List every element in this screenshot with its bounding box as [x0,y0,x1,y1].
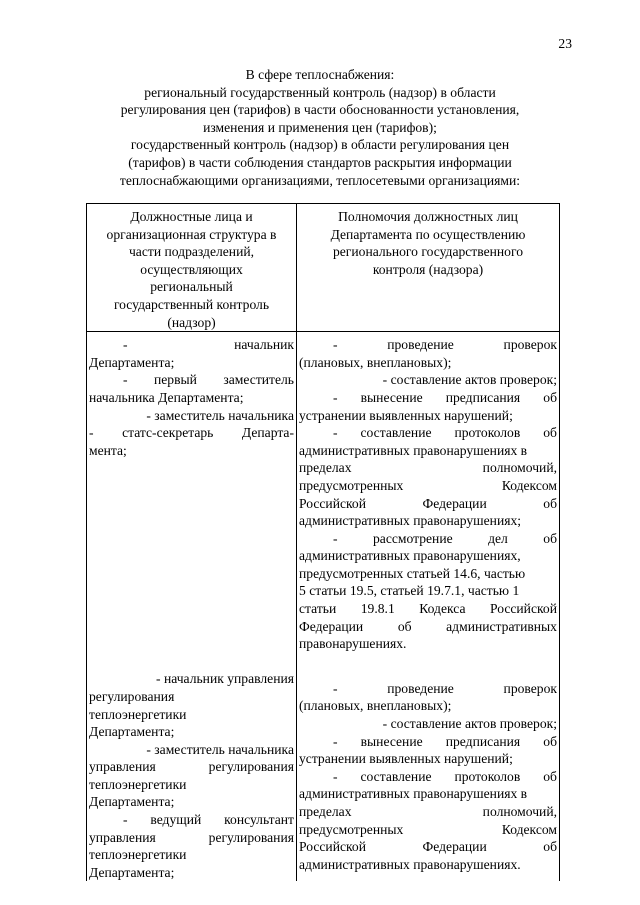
header-right-cell [297,204,560,332]
header-left-line: (надзор) [167,314,216,330]
header-left-line: Должностные лица и [130,209,253,224]
officials-cell [87,332,297,882]
header-left-line: организационная структура в [106,226,277,242]
text-line: - проведение проверок [333,337,557,353]
powers-table [86,203,560,881]
text-line: пределах полномочий, [299,804,557,819]
text-line: Департамента; [89,794,175,810]
text-line: предусмотренных статьей 14.6, частью [299,565,526,581]
heading-line: регулирования цен (тарифов) в части обоснованности установления, [120,102,520,118]
text-line: - проведение проверок [333,680,557,696]
text-line: - заместитель начальника [146,741,294,757]
text-line: - заместитель начальника [146,407,294,423]
text-line: (плановых, внеплановых); [299,354,452,370]
text-line: - начальник [123,337,294,353]
text-line: предусмотренных Кодексом [299,477,557,493]
text-line: административных правонарушениях, [299,548,521,564]
text-line: теплоэнергетики [89,847,187,863]
text-line: административных правонарушениях в [299,442,528,458]
heading-line: теплоснабжающими организациями, теплосетевыми организациями: [119,172,521,188]
heading-line: (тарифов) в части соблюдения стандартов раскрытия информации [128,154,512,170]
text-line: 5 статьи 19.5, статьей 19.7.1, частью 1 [299,583,520,599]
text-line: Департамента; [89,724,175,740]
table-header-row [87,204,560,332]
text-line: административных правонарушениях в [299,786,528,802]
text-line: - первый заместитель [123,372,294,388]
text-line: - составление актов проверок; [382,372,557,388]
text-line: - начальник управления [156,671,294,687]
heading-line: В сфере теплоснабжения: [245,67,395,82]
text-line: начальника Департамента; [89,389,244,405]
table-row [87,332,560,882]
text-line: Российской Федерации об [299,839,557,855]
text-line: теплоэнергетики [89,706,187,722]
header-right-line: Полномочия должностных лиц [338,209,518,224]
text-line: - составление протоколов об [333,425,557,441]
header-left-line: осуществляющих [140,261,243,277]
header-left-line: части подразделений, [128,244,255,260]
powers-cell [297,332,560,882]
header-right-line: регионального государственного [332,244,524,260]
page-number: 23 [558,36,572,51]
text-line: (плановых, внеплановых); [299,698,452,714]
heading-line: государственный контроль (надзор) в области регулирования цен [130,137,510,153]
header-left-cell [87,204,297,332]
header-right-line: Департамента по осуществлению [330,226,526,242]
text-line: мента; [89,442,127,458]
text-line: устранении выявленных нарушений; [299,751,513,767]
text-line: регулирования [89,688,175,704]
text-line: устранении выявленных нарушений; [299,407,513,423]
text-line: - вынесение предписания об [333,733,557,749]
text-line: - рассмотрение дел об [333,530,557,546]
text-line: - ведущий консультант [123,812,294,828]
text-line: правонарушениях. [299,636,407,652]
text-line: Департамента; [89,354,175,370]
text-line: пределах полномочий, [299,460,557,476]
text-line: административных правонарушениях. [299,856,521,872]
section-heading [80,66,560,189]
text-line: теплоэнергетики [89,776,187,792]
header-left-line: региональный [150,279,233,295]
text-line: предусмотренных Кодексом [299,821,557,837]
heading-line: изменения и применения цен (тарифов); [203,119,437,135]
text-line: административных правонарушениях; [299,513,522,529]
text-line: управления регулирования [89,759,294,775]
text-line: - составление актов проверок; [382,716,557,732]
text-line: Федерации об административных [299,618,557,634]
text-line: - составление протоколов об [333,768,557,784]
header-left-line: государственный контроль [113,296,270,312]
text-line: статьи 19.8.1 Кодекса Российской [299,601,557,617]
text-line: - вынесение предписания об [333,389,557,405]
header-right-line: контроля (надзора) [372,261,484,277]
text-line: - статс-секретарь Департа- [89,425,294,441]
text-line: управления регулирования [89,829,294,845]
text-line: Российской Федерации об [299,495,557,511]
heading-line: региональный государственный контроль (надзор) в области [144,84,496,100]
text-line: Департамента; [89,864,175,880]
